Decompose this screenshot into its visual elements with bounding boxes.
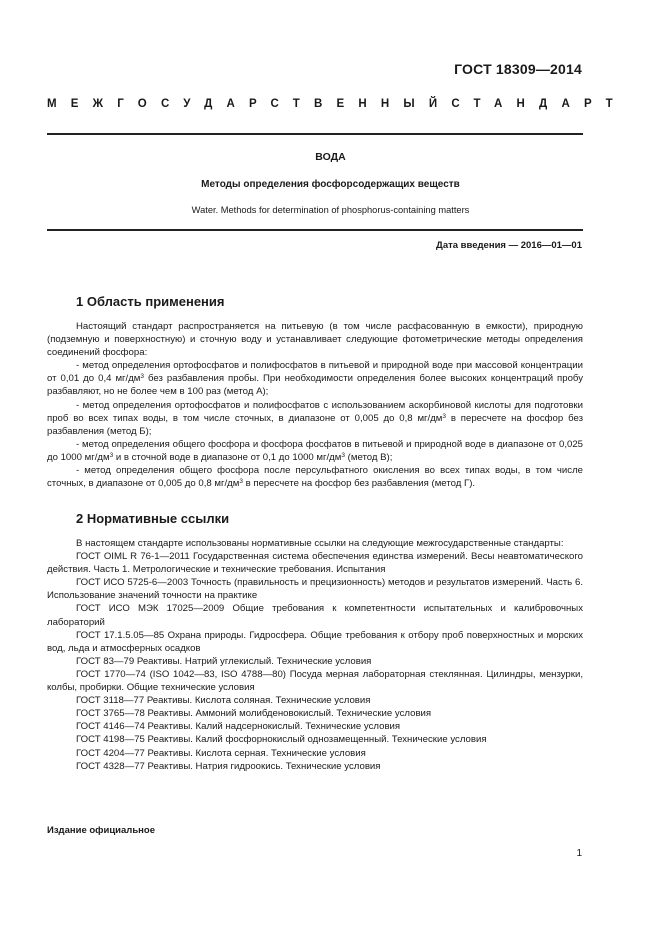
standard-word: СТАНДАРТ — [451, 98, 627, 110]
paragraph: - метод определения общего фосфора после персульфатного окисления во всех типах воды, в том числе сточных, в диапазоне от 0,005 до 0,8 $мг/дм^3$ в пересчете на фосфор без разбавления (метод Г). — [47, 465, 583, 490]
interstate-standard-heading — [47, 98, 627, 110]
section-1-body — [47, 320, 583, 490]
reference-item: ГОСТ 1770—74 (ISO 1042—83, ISO 4788—80) Посуда мерная лабораторная стеклянная. Цилиндры, мензурки, колбы, пробирки. Общие технические условия — [47, 668, 583, 694]
document-english-title: Water. Methods for determination of phosphorus-containing matters — [191, 205, 470, 215]
introduction-date: Дата введения — 2016—01—01 — [436, 240, 582, 251]
official-edition-label: Издание официальное — [47, 825, 155, 836]
document-subtitle: Методы определения фосфорсодержащих веществ — [201, 179, 460, 190]
document-code: ГОСТ 18309—2014 — [454, 61, 582, 77]
section-2-body — [47, 537, 583, 773]
page-number: 1 — [576, 848, 582, 859]
paragraph: В настоящем стандарте использованы нормативные ссылки на следующие межгосударственные стандарты: — [76, 538, 564, 549]
reference-item: ГОСТ 4198—75 Реактивы. Калий фосфорнокислый однозамещенный. Технические условия — [76, 734, 487, 746]
reference-item: ГОСТ 4204—77 Реактивы. Кислота серная. Технические условия — [76, 747, 366, 759]
reference-item: ГОСТ 17.1.5.05—85 Охрана природы. Гидросфера. Общие требования к отбору проб поверхностных и морских вод, льда и атмосферных осадков — [47, 629, 583, 654]
section-1-title: 1 Область применения — [76, 294, 225, 309]
title-divider — [47, 229, 583, 231]
reference-item: ГОСТ 3118—77 Реактивы. Кислота соляная. Технические условия — [76, 695, 371, 707]
paragraph: Настоящий стандарт распространяется на питьевую (в том числе расфасованную в емкости), природную (подземную и поверхностную) и сточную воду и устанавливает следующие фотометрические методы определения соединений фосфора: — [47, 321, 583, 359]
reference-item: ГОСТ OIML R 76-1—2011 Государственная система обеспечения единства измерений. Весы неавтоматического действия. Часть 1. Метрологические и технические требования. Испытания — [47, 551, 583, 576]
paragraph: - метод определения ортофосфатов и полифосфатов с использованием аскорбиновой кислоты для подготовки проб во всех типах воды, в том числе сточных, в диапазоне от 0,005 до 0,8 $мг/дм^3$ в пересчете на фосфор без разбавления (метод Б); — [47, 399, 583, 437]
section-2-title: 2 Нормативные ссылки — [76, 511, 230, 526]
document-name: ВОДА — [315, 151, 346, 163]
reference-item: ГОСТ 83—79 Реактивы. Натрий углекислый. Технические условия — [76, 655, 372, 667]
paragraph: - метод определения общего фосфора и фосфора фосфатов в питьевой и природной воде в диапазоне от 0,025 до 1000 $мг/дм^3$ и в сточной воде в диапазоне от 0,1 до 1000 $мг/дм^3$ (метод В); — [47, 438, 583, 463]
interstate-word: МЕЖГОСУДАРСТВЕННЫЙ — [47, 98, 452, 110]
reference-item: ГОСТ ИСО 5725-6—2003 Точность (правильность и прецизионность) методов и результатов измерений. Часть 6. Использование значений точности на практике — [47, 577, 583, 602]
reference-item: ГОСТ ИСО МЭК 17025—2009 Общие требования к компетентности испытательных и калибровочных лабораторий — [47, 603, 583, 628]
paragraph: - метод определения ортофосфатов и полифосфатов в питьевой и природной воде при массовой концентрации от 0,01 до 0,4 $мг/дм^3$ без разбавления пробы. При необходимости определения более высоких концентраций пробу разбавляют, но не более чем в 100 раз (метод А); — [47, 360, 583, 398]
top-divider — [47, 133, 583, 135]
reference-item: ГОСТ 3765—78 Реактивы. Аммоний молибденовокислый. Технические условия — [76, 708, 432, 720]
reference-item: ГОСТ 4328—77 Реактивы. Натрия гидроокись. Технические условия — [76, 760, 381, 772]
reference-item: ГОСТ 4146—74 Реактивы. Калий надсернокислый. Технические условия — [76, 721, 401, 733]
